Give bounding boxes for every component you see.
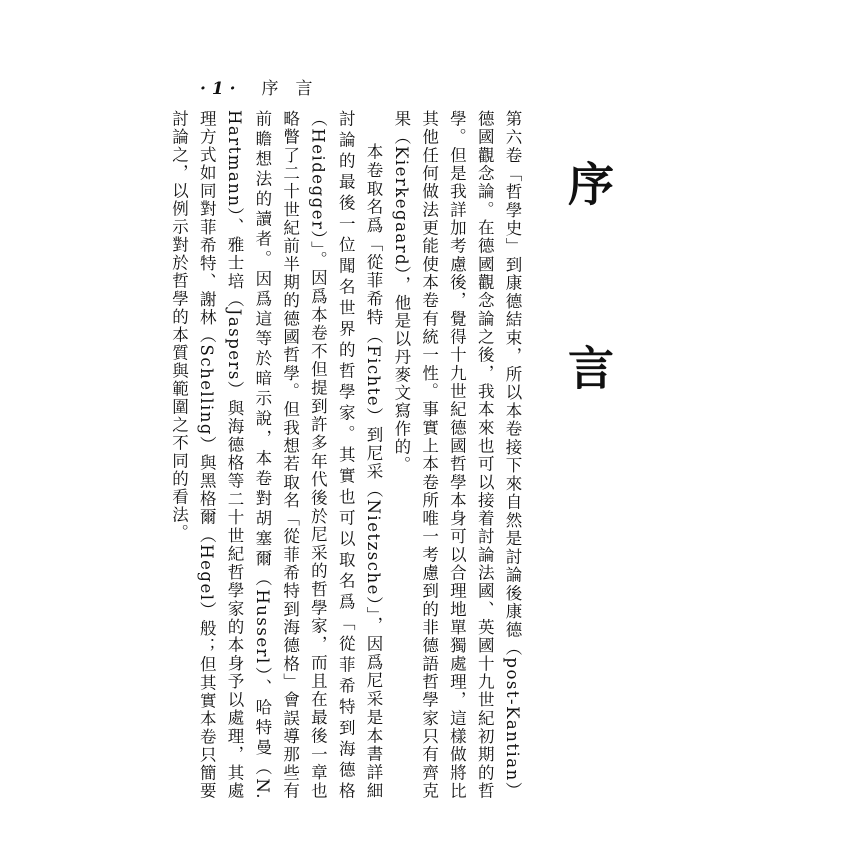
page-number: · 1 · [200,79,236,99]
body-text [169,110,526,800]
paragraph-2: 本卷取名爲「從菲希特（Fichte）到尼采（Nietzsche）」，因爲尼采是本書詳細討論的最後一位聞名世界的哲學家。其實也可以取名爲「從菲希特到海德格（Heidegger）」。因爲本卷不但提到許多年代後於尼采的哲學家，而且在最後一章也略瞥了二十世紀前半期的德國哲學。但我想若取名「從菲希特到海德格」會誤導那些有前瞻想法的讀者。因爲這等於暗示說，本卷對胡塞爾（Husserl）、哈特曼（N. Hartmann）、雅士培（Jaspers）與海德格等二十世紀哲學家的本身予以處理，其處理方式如同對菲希特、謝林（Schelling）與黑格爾（Hegel）般；但其實本卷只簡要討論之，以例示對於哲學的本質與範圍之不同的看法。 [169,110,384,800]
running-header-section: 序 言 [261,79,313,99]
chapter-title: 序 言 [561,160,615,436]
running-header [200,74,313,99]
paragraph-1: 第六卷「哲學史」到康德結束，所以本卷接下來自然是討論後康德（post-Kantian）德國觀念論。在德國觀念論之後，我本來也可以接着討論法國、英國十九世紀初期的哲學。但是我詳加考慮後，覺得十九世紀德國哲學本身可以合理地單獨處理，這樣做將比其他任何做法更能使本卷有統一性。事實上本卷所唯一考慮到的非德語哲學家只有齊克果（Kierkegaard），他是以丹麥文寫作的。 [391,110,522,800]
